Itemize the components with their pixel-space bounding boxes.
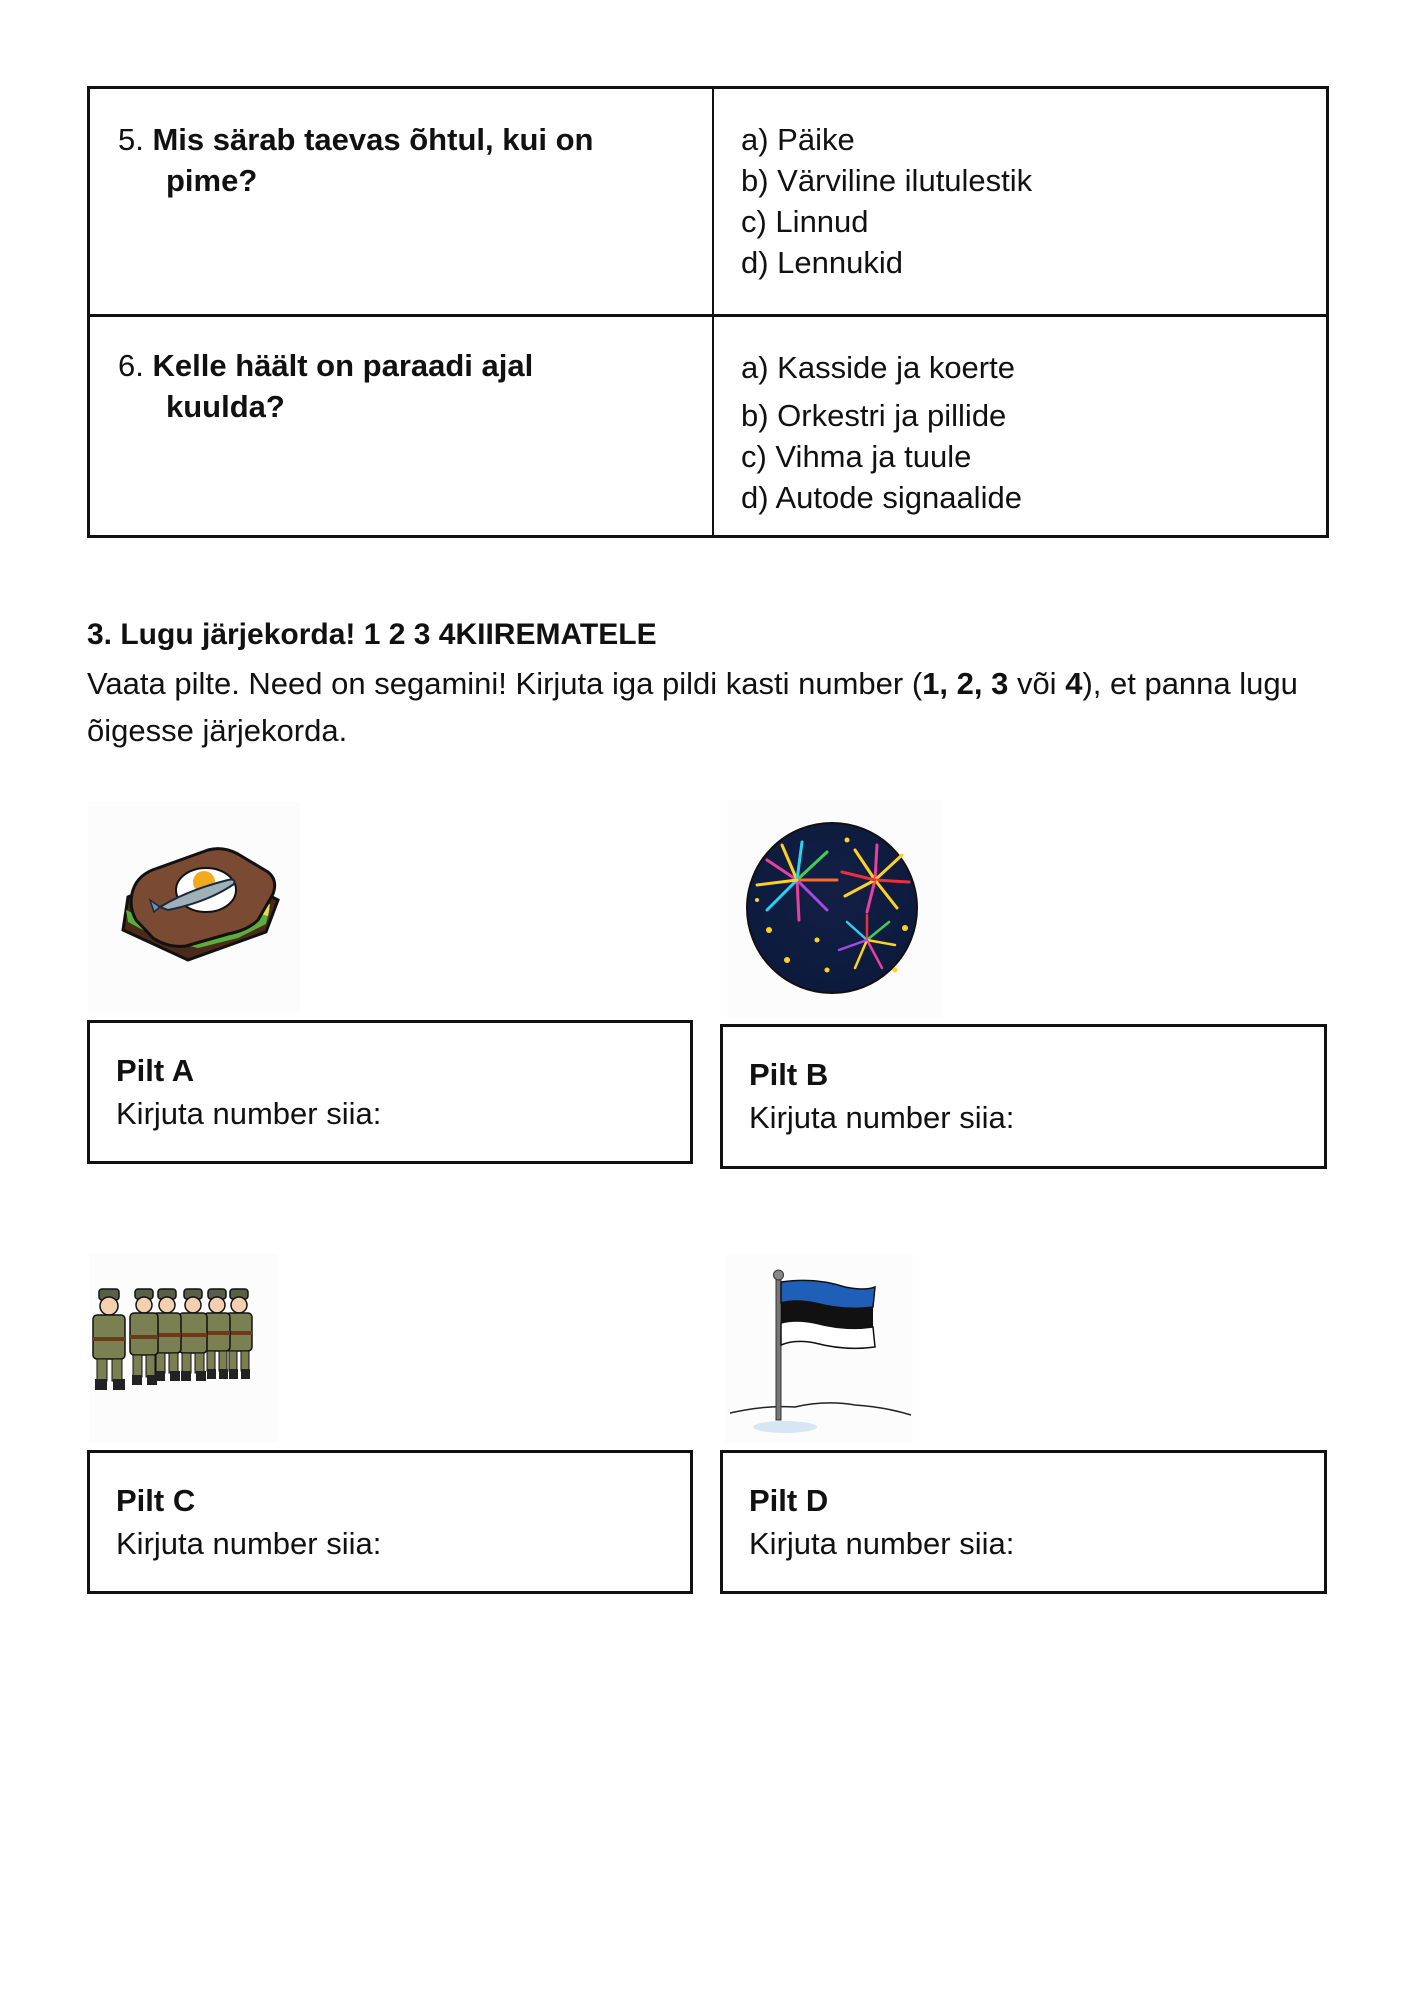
- number-input-prompt[interactable]: Kirjuta number siia:: [749, 1100, 1015, 1135]
- picture-c-card: [87, 1450, 693, 1594]
- answer-option[interactable]: c) Linnud: [741, 204, 869, 239]
- number-input-prompt[interactable]: Kirjuta number siia:: [116, 1526, 382, 1561]
- marching-soldiers-icon: [89, 1253, 277, 1443]
- instruction-text: ), et panna lugu õigesse järjekorda.: [87, 666, 1298, 748]
- card-label: Pilt C: [116, 1483, 196, 1518]
- number-input-prompt[interactable]: Kirjuta number siia:: [116, 1096, 382, 1131]
- question-text-continued: kuulda?: [166, 389, 285, 424]
- picture-d-card: [720, 1450, 1327, 1594]
- quiz-table: [87, 86, 1329, 538]
- question-6: [118, 345, 678, 427]
- answer-option[interactable]: a) Kasside ja koerte: [741, 350, 1015, 385]
- answer-option[interactable]: a) Päike: [741, 122, 855, 157]
- column-divider: [712, 89, 714, 535]
- question-5: [118, 119, 678, 201]
- card-label: Pilt D: [749, 1483, 829, 1518]
- picture-b-card: [720, 1024, 1327, 1169]
- answer-option[interactable]: c) Vihma ja tuule: [741, 439, 972, 474]
- answer-option[interactable]: b) Orkestri ja pillide: [741, 398, 1007, 433]
- card-label: Pilt B: [749, 1057, 829, 1092]
- instruction-text: Vaata pilte. Need on segamini! Kirjuta iga pildi kasti number (: [87, 666, 923, 701]
- answers-5: [741, 119, 1301, 283]
- picture-b: [727, 800, 942, 1017]
- picture-d: [725, 1255, 913, 1443]
- picture-a-card: [87, 1020, 693, 1164]
- card-label: Pilt A: [116, 1053, 195, 1088]
- fireworks-icon: [727, 800, 942, 1017]
- question-number: 6.: [118, 348, 144, 383]
- answer-option[interactable]: d) Lennukid: [741, 245, 904, 280]
- answers-6: [741, 347, 1301, 518]
- row-divider: [90, 314, 1326, 317]
- answer-option[interactable]: b) Värviline ilutulestik: [741, 163, 1033, 198]
- question-text-continued: pime?: [166, 163, 258, 198]
- answer-option[interactable]: d) Autode signaalide: [741, 480, 1022, 515]
- number-input-prompt[interactable]: Kirjuta number siia:: [749, 1526, 1015, 1561]
- instruction-bold: 4: [1065, 666, 1083, 701]
- fish-sandwich-icon: [88, 802, 300, 1013]
- question-text: Kelle häält on paraadi ajal: [152, 348, 534, 383]
- instruction-text: või: [1008, 666, 1066, 701]
- question-text: Mis särab taevas õhtul, kui on: [152, 122, 594, 157]
- picture-c: [89, 1253, 277, 1443]
- estonian-flag-icon: [725, 1255, 913, 1443]
- question-number: 5.: [118, 122, 144, 157]
- instruction-bold: 1, 2, 3: [922, 666, 1009, 701]
- section-instructions: [87, 660, 1337, 754]
- section-title: 3. Lugu järjekorda! 1 2 3 4KIIREMATELE: [87, 618, 657, 651]
- picture-a: [88, 802, 300, 1013]
